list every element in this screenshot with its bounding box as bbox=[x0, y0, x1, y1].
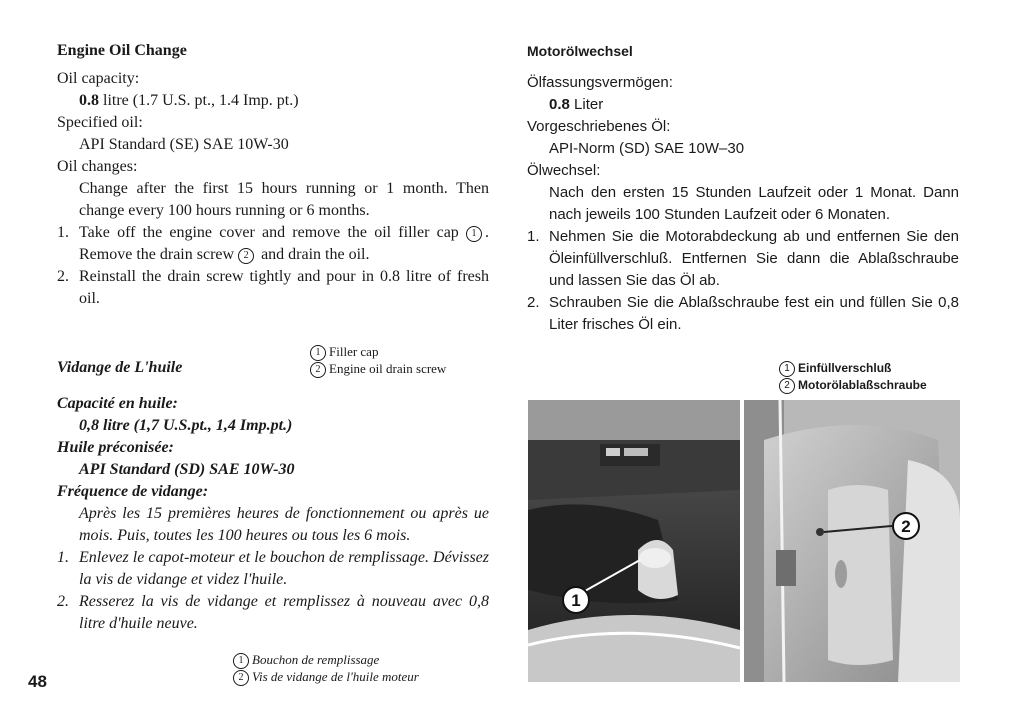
capacity-value-fr: 0,8 litre (1,7 U.S.pt., 1,4 Imp.pt.) bbox=[79, 417, 293, 434]
german-caption-1: 1 Einfüllverschluß bbox=[779, 360, 927, 377]
recommended-value-fr: API Standard (SD) SAE 10W-30 bbox=[79, 461, 295, 478]
callout-1-icon: 1 bbox=[466, 226, 482, 242]
engine-photo-illustration bbox=[528, 400, 960, 682]
german-title: Motorölwechsel bbox=[527, 43, 633, 59]
right-photo bbox=[744, 400, 960, 682]
recommended-label-fr: Huile préconisée: bbox=[57, 439, 174, 456]
english-caption-1: 1 Filler cap bbox=[310, 344, 446, 361]
oil-capacity-value: 0.8 litre (1.7 U.S. pt., 1.4 Imp. pt.) bbox=[79, 92, 299, 109]
prescribed-label-de: Vorgeschriebenes Öl: bbox=[527, 118, 671, 135]
specified-oil-value: API Standard (SE) SAE 10W-30 bbox=[79, 136, 289, 153]
engine-photos bbox=[528, 400, 960, 682]
frequency-label-fr: Fréquence de vidange: bbox=[57, 483, 209, 500]
english-caption-2: 2 Engine oil drain screw bbox=[310, 361, 446, 378]
specified-oil-label: Specified oil: bbox=[57, 114, 143, 131]
photo-callout-1: 1 bbox=[571, 591, 581, 610]
prescribed-value-de: API-Norm (SD) SAE 10W–30 bbox=[549, 140, 745, 157]
german-step-2: 2. Schrauben Sie die Ablaßschraube fest ein und füllen Sie 0,8 Liter frisches Öl ein. bbox=[527, 294, 959, 333]
french-section bbox=[57, 357, 489, 635]
callout-2-icon: 2 bbox=[238, 248, 254, 264]
french-caption-2: 2 Vis de vidange de l'huile moteur bbox=[233, 669, 419, 686]
french-step-2: 2. Resserez la vis de vidange et remplissez à nouveau avec 0,8 litre d'huile neuve. bbox=[57, 593, 489, 632]
frequency-text-fr: Après les 15 premières heures de fonctionnement ou après ue mois. Puis, toutes les 100 heures ou tous les 6 mois. bbox=[79, 505, 489, 544]
english-title: Engine Oil Change bbox=[57, 42, 187, 59]
french-step-1: 1. Enlevez le capot-moteur et le bouchon de remplissage. Dévissez la vis de vidange et videz l'huile. bbox=[57, 549, 489, 588]
oil-capacity-label: Oil capacity: bbox=[57, 70, 140, 87]
oil-changes-label: Oil changes: bbox=[57, 158, 138, 175]
french-caption-1: 1 Bouchon de remplissage bbox=[233, 652, 419, 669]
change-label-de: Ölwechsel: bbox=[527, 162, 601, 179]
page-number: 48 bbox=[28, 672, 47, 691]
english-section bbox=[57, 40, 489, 310]
german-step-1: 1. Nehmen Sie die Motorabdeckung ab und entfernen Sie den Öleinfüllverschluß. Entfernen Sie dann die Ablaßschraube und lassen Sie das Öl ab. bbox=[527, 228, 959, 289]
french-captions bbox=[233, 652, 419, 686]
left-photo bbox=[528, 400, 740, 682]
capacity-label-fr: Capacité en huile: bbox=[57, 395, 178, 412]
capacity-label-de: Ölfassungsvermögen: bbox=[527, 74, 673, 91]
oil-changes-text: Change after the first 15 hours running or 1 month. Then change every 100 hours running or 6 months. bbox=[79, 180, 489, 219]
capacity-value-de: 0.8 Liter bbox=[549, 96, 604, 113]
photo-callout-2: 2 bbox=[901, 517, 911, 536]
change-text-de: Nach den ersten 15 Stunden Laufzeit oder 1 Monat. Dann nach jeweils 100 Stunden Laufzeit oder 6 Monaten. bbox=[549, 184, 959, 223]
german-section bbox=[527, 40, 959, 336]
french-title: Vidange de L'huile bbox=[57, 359, 183, 376]
german-captions bbox=[779, 360, 927, 394]
english-step-1: 1. Take off the engine cover and remove the oil filler cap 1 . Remove the drain screw 2 and drain the oil. bbox=[57, 224, 489, 263]
german-caption-2: 2 Motorölablaßschraube bbox=[779, 377, 927, 394]
english-step-2: 2. Reinstall the drain screw tightly and pour in 0.8 litre of fresh oil. bbox=[57, 268, 489, 307]
